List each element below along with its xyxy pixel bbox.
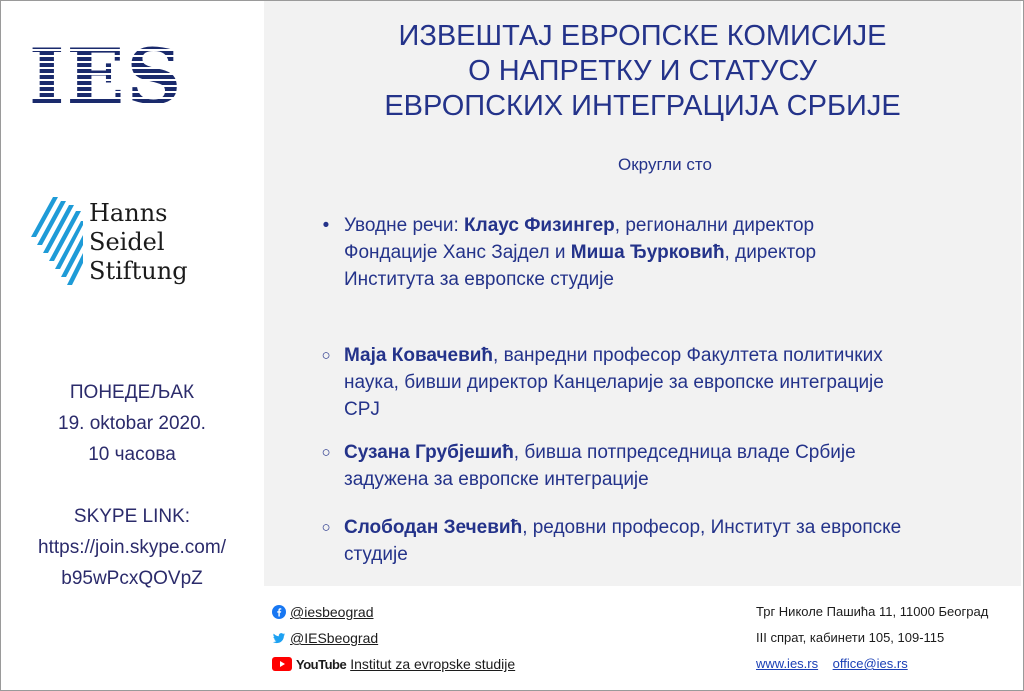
intro-line-1: Уводне речи: Клаус Физингер, регионални директор — [344, 215, 815, 236]
speaker-item: ○ Маја Ковачевић, ванредни професор Факултета политичких наука, бивши директор Канцеларије за европске интеграције СРЈ — [344, 342, 1004, 423]
facebook-row — [272, 602, 374, 622]
intro-item — [322, 212, 1004, 293]
title-line-1: ИЗВЕШТАЈ ЕВРОПСКЕ КОМИСИЈЕ — [398, 20, 887, 52]
ies-logo-text: IES — [29, 33, 207, 121]
youtube-row — [272, 654, 515, 674]
circle-bullet-icon: ○ — [321, 347, 331, 364]
hss-line-1: Hanns — [89, 199, 168, 227]
skype-info — [1, 501, 263, 594]
hanns-seidel-wordmark — [89, 199, 188, 286]
twitter-icon — [272, 631, 286, 645]
facebook-icon — [272, 605, 286, 619]
title-line-2: О НАПРЕТКУ И СТАТУСУ — [468, 55, 817, 87]
event-datetime — [1, 377, 263, 470]
footer — [264, 586, 1021, 689]
speaker-item: ○ Сузана Грубјешић, бивша потпредседница владе Србије задужена за европске интеграције — [344, 439, 1004, 493]
speaker-name: Клаус Физингер — [464, 215, 615, 236]
speaker-name: Слободан Зечевић — [344, 517, 523, 538]
hanns-seidel-mark-icon — [31, 197, 83, 289]
skype-link-line-1[interactable]: https://join.skype.com/ — [38, 537, 226, 558]
speaker-name: Миша Ђурковић — [570, 242, 725, 263]
facebook-link[interactable]: @iesbeograd — [290, 604, 374, 620]
page-title — [264, 19, 1021, 124]
skype-link-line-2[interactable]: b95wPcxQOVpZ — [61, 568, 203, 589]
ies-logo — [29, 33, 207, 121]
contact-links — [756, 652, 908, 676]
skype-label: SKYPE LINK: — [73, 506, 191, 527]
event-subtitle: Округли сто — [618, 155, 712, 174]
main-panel — [264, 1, 1021, 586]
bullet-icon: • — [322, 215, 330, 236]
address-line-2: III спрат, кабинети 105, 109-115 — [756, 630, 945, 645]
event-time: 10 часова — [88, 444, 176, 465]
youtube-wordmark: YouTube — [296, 656, 347, 672]
speaker-name: Маја Ковачевић — [344, 345, 494, 366]
speaker-name: Сузана Грубјешић — [344, 442, 514, 463]
circle-bullet-icon: ○ — [321, 444, 331, 461]
hss-line-2: Seidel — [89, 228, 165, 256]
address-line-1: Трг Николе Пашића 11, 11000 Београд — [756, 604, 989, 619]
title-line-3: ЕВРОПСКИХ ИНТЕГРАЦИЈА СРБИЈЕ — [384, 90, 901, 122]
website-link[interactable]: www.ies.rs — [756, 656, 819, 671]
youtube-icon — [272, 657, 292, 671]
youtube-channel-link[interactable]: Institut za evropske studije — [350, 656, 516, 672]
twitter-row — [272, 628, 378, 648]
intro-line-3: Института за европске студије — [344, 269, 614, 290]
event-date: 19. oktobar 2020. — [58, 413, 206, 434]
hss-line-3: Stiftung — [89, 257, 188, 285]
twitter-link[interactable]: @IESbeograd — [290, 630, 379, 646]
circle-bullet-icon: ○ — [321, 519, 331, 536]
sidebar — [1, 1, 263, 689]
speaker-item: ○ Слободан Зечевић, редовни професор, Институт за европске студије — [344, 514, 1004, 568]
intro-line-2: Фондације Ханс Зајдел и Миша Ђурковић, директор — [344, 242, 817, 263]
event-day: ПОНЕДЕЉАК — [69, 382, 195, 403]
email-link[interactable]: office@ies.rs — [832, 656, 908, 671]
hanns-seidel-logo — [31, 197, 231, 293]
